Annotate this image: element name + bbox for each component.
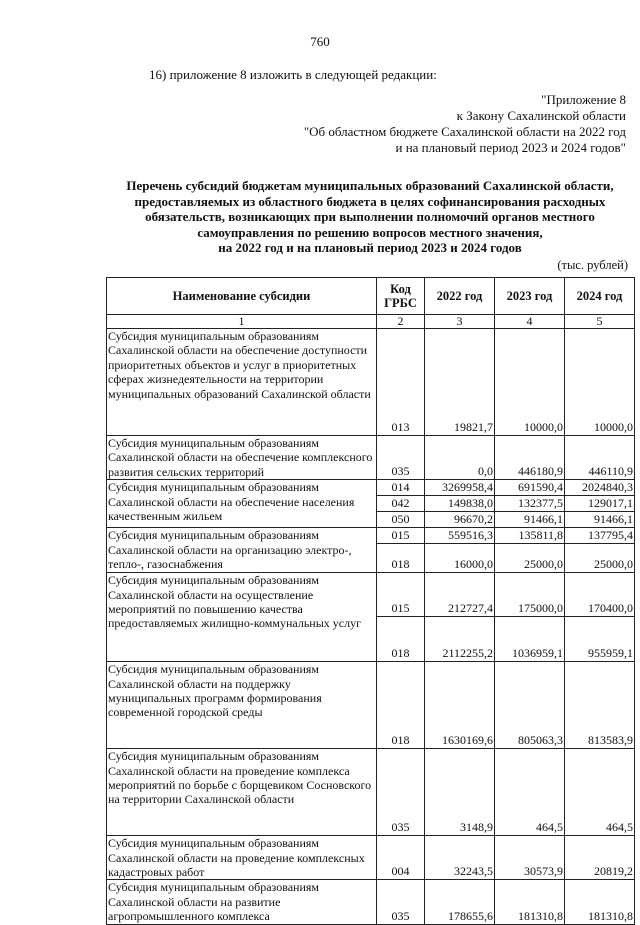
subsidy-name: Субсидия муниципальным образованиям Сахалинской области на обеспечение населения качественным жильем bbox=[107, 480, 377, 528]
table-row bbox=[107, 836, 635, 880]
col-number: 4 bbox=[495, 315, 565, 329]
value-2022: 2112255,2 bbox=[425, 617, 495, 662]
value-2023: 10000,0 bbox=[495, 329, 565, 436]
value-2023: 175000,0 bbox=[495, 573, 565, 617]
value-2024: 170400,0 bbox=[565, 573, 635, 617]
value-2024: 137795,4 bbox=[565, 528, 635, 544]
value-2023: 691590,4 bbox=[495, 480, 565, 496]
value-2022: 1630169,6 bbox=[425, 662, 495, 749]
subsidy-name: Субсидия муниципальным образованиям Сахалинской области на обеспечение доступности приоритетных объектов и услуг в приоритетных сферах жизнедеятельности на территории муниципальных образований Сахалинской области bbox=[107, 329, 377, 436]
value-2023: 135811,8 bbox=[495, 528, 565, 544]
value-2022: 16000,0 bbox=[425, 544, 495, 573]
value-2023: 805063,3 bbox=[495, 662, 565, 749]
value-2022: 3269958,4 bbox=[425, 480, 495, 496]
col-number: 1 bbox=[107, 315, 377, 329]
table-row bbox=[107, 480, 635, 496]
appendix-line: к Закону Сахалинской области bbox=[456, 108, 626, 123]
subsidy-name: Субсидия муниципальным образованиям Сахалинской области на организацию электро-, тепло-, газоснабжения bbox=[107, 528, 377, 573]
value-2022: 0,0 bbox=[425, 436, 495, 480]
appendix-header bbox=[246, 92, 626, 156]
value-2024: 955959,1 bbox=[565, 617, 635, 662]
instruction-text: 16) приложение 8 изложить в следующей редакции: bbox=[149, 67, 437, 82]
code-cell: 035 bbox=[377, 880, 425, 925]
value-2024: 446110,9 bbox=[565, 436, 635, 480]
value-2024: 91466,1 bbox=[565, 512, 635, 528]
code-cell: 035 bbox=[377, 436, 425, 480]
value-2024: 20819,2 bbox=[565, 836, 635, 880]
table-row bbox=[107, 436, 635, 480]
table-row bbox=[107, 749, 635, 836]
value-2023: 132377,5 bbox=[495, 496, 565, 512]
table-row bbox=[107, 573, 635, 617]
value-2023: 464,5 bbox=[495, 749, 565, 836]
appendix-line: и на плановый период 2023 и 2024 годов" bbox=[395, 140, 626, 155]
value-2023: 91466,1 bbox=[495, 512, 565, 528]
header-name: Наименование субсидии bbox=[107, 278, 377, 315]
value-2023: 30573,9 bbox=[495, 836, 565, 880]
table-row bbox=[107, 662, 635, 749]
col-number: 5 bbox=[565, 315, 635, 329]
code-cell: 018 bbox=[377, 617, 425, 662]
code-cell: 015 bbox=[377, 528, 425, 544]
column-number-row bbox=[107, 315, 635, 329]
subsidies-table bbox=[106, 277, 635, 925]
value-2024: 813583,9 bbox=[565, 662, 635, 749]
value-2022: 149838,0 bbox=[425, 496, 495, 512]
page-number: 760 bbox=[310, 34, 330, 49]
value-2024: 464,5 bbox=[565, 749, 635, 836]
value-2022: 178655,6 bbox=[425, 880, 495, 925]
subsidy-name: Субсидия муниципальным образованиям Сахалинской области на осуществление мероприятий по повышению качества предоставляемых жилищно-коммунальных услуг bbox=[107, 573, 377, 662]
value-2023: 446180,9 bbox=[495, 436, 565, 480]
appendix-line: "Приложение 8 bbox=[541, 92, 626, 107]
header-2022: 2022 год bbox=[425, 278, 495, 315]
col-number: 2 bbox=[377, 315, 425, 329]
title-line: Перечень субсидий бюджетам муниципальных образований Сахалинской области, bbox=[126, 178, 614, 193]
code-cell: 004 bbox=[377, 836, 425, 880]
value-2023: 181310,8 bbox=[495, 880, 565, 925]
value-2024: 2024840,3 bbox=[565, 480, 635, 496]
value-2022: 559516,3 bbox=[425, 528, 495, 544]
title-line: самоуправления по решению вопросов местного значения, bbox=[197, 224, 543, 240]
code-cell: 015 bbox=[377, 573, 425, 617]
value-2022: 212727,4 bbox=[425, 573, 495, 617]
col-number: 3 bbox=[425, 315, 495, 329]
units-label: (тыс. рублей) bbox=[557, 258, 628, 272]
header-code: Код ГРБС bbox=[377, 278, 425, 315]
value-2023: 1036959,1 bbox=[495, 617, 565, 662]
value-2024: 25000,0 bbox=[565, 544, 635, 573]
code-cell: 035 bbox=[377, 749, 425, 836]
value-2023: 25000,0 bbox=[495, 544, 565, 573]
table-row bbox=[107, 880, 635, 925]
header-2023: 2023 год bbox=[495, 278, 565, 315]
value-2024: 129017,1 bbox=[565, 496, 635, 512]
code-cell: 013 bbox=[377, 329, 425, 436]
value-2022: 32243,5 bbox=[425, 836, 495, 880]
subsidy-name: Субсидия муниципальным образованиям Сахалинской области на обеспечение комплексного развития сельских территорий bbox=[107, 436, 377, 480]
code-cell: 018 bbox=[377, 662, 425, 749]
title-line: на 2022 год и на плановый период 2023 и 2024 годов bbox=[218, 240, 522, 256]
subsidy-name: Субсидия муниципальным образованиям Сахалинской области на поддержку муниципальных программ формирования современной городской среды bbox=[107, 662, 377, 749]
subsidy-name: Субсидия муниципальным образованиям Сахалинской области на проведение комплексных кадастровых работ bbox=[107, 836, 377, 880]
subsidy-name: Субсидия муниципальным образованиям Сахалинской области на проведение комплекса мероприятий по борьбе с борщевиком Сосновского на территории Сахалинской области bbox=[107, 749, 377, 836]
table-header-row bbox=[107, 278, 635, 315]
title-line: предоставляемых из областного бюджета в целях софинансирования расходных bbox=[134, 193, 606, 209]
code-cell: 050 bbox=[377, 512, 425, 528]
value-2022: 3148,9 bbox=[425, 749, 495, 836]
code-cell: 042 bbox=[377, 496, 425, 512]
value-2022: 19821,7 bbox=[425, 329, 495, 436]
subsidy-name: Субсидия муниципальным образованиям Сахалинской области на развитие агропромышленного комплекса bbox=[107, 880, 377, 925]
title-line: обязательств, возникающих при выполнении полномочий органов местного bbox=[145, 209, 595, 225]
appendix-line: "Об областном бюджете Сахалинской области на 2022 год bbox=[303, 124, 626, 139]
document-title bbox=[104, 178, 636, 256]
value-2024: 10000,0 bbox=[565, 329, 635, 436]
table-row bbox=[107, 329, 635, 436]
header-2024: 2024 год bbox=[565, 278, 635, 315]
value-2022: 96670,2 bbox=[425, 512, 495, 528]
code-cell: 014 bbox=[377, 480, 425, 496]
table-row bbox=[107, 528, 635, 544]
value-2024: 181310,8 bbox=[565, 880, 635, 925]
code-cell: 018 bbox=[377, 544, 425, 573]
